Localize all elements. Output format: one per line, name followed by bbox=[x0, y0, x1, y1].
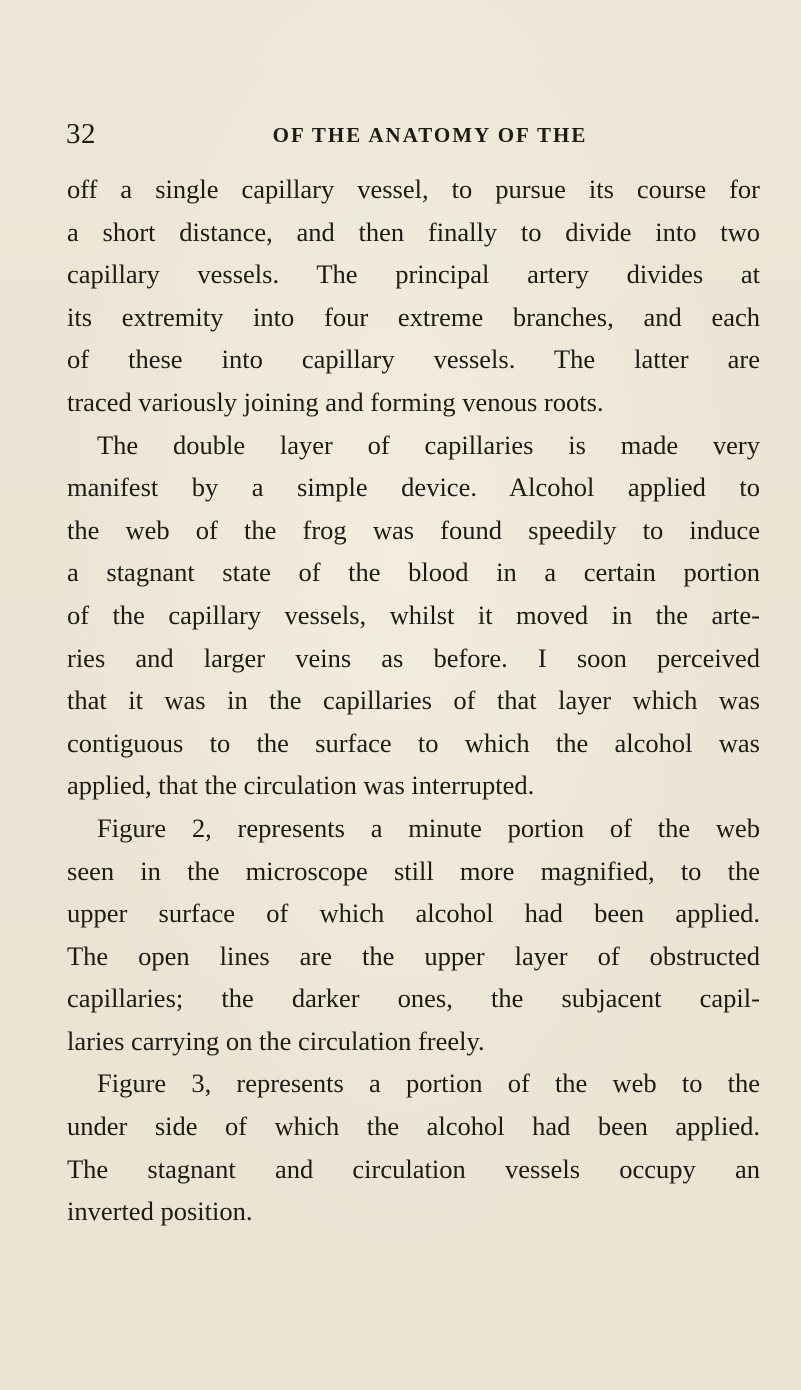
text-line: The stagnant and circulation vessels occupy an bbox=[67, 1153, 760, 1184]
text-line: laries carrying on the circulation freely. bbox=[67, 1025, 485, 1056]
text-line: a stagnant state of the blood in a certain portion bbox=[67, 557, 760, 588]
text-line: of these into capillary vessels. The latter are bbox=[67, 344, 760, 375]
body-text bbox=[67, 168, 760, 1233]
text-line: ries and larger veins as before. I soon perceived bbox=[67, 642, 760, 673]
text-line: the web of the frog was found speedily to induce bbox=[67, 514, 760, 545]
text-line: a short distance, and then finally to divide into two bbox=[67, 216, 760, 247]
text-line: manifest by a simple device. Alcohol applied to bbox=[67, 472, 760, 503]
text-line: The open lines are the upper layer of obstructed bbox=[67, 940, 760, 971]
text-line: its extremity into four extreme branches, and each bbox=[67, 301, 760, 332]
text-line: traced variously joining and forming venous roots. bbox=[67, 386, 604, 417]
running-head bbox=[0, 116, 801, 156]
text-line: off a single capillary vessel, to pursue its course for bbox=[67, 174, 760, 204]
text-line: capillary vessels. The principal artery divides at bbox=[67, 259, 760, 290]
text-line: upper surface of which alcohol had been applied. bbox=[67, 898, 760, 929]
text-line: applied, that the circulation was interrupted. bbox=[67, 770, 535, 801]
text-line: seen in the microscope still more magnified, to the bbox=[67, 855, 760, 886]
running-title: OF THE ANATOMY OF THE bbox=[272, 123, 588, 147]
text-line: of the capillary vessels, whilst it moved in the arte- bbox=[67, 599, 760, 630]
text-line: capillaries; the darker ones, the subjacent capil- bbox=[67, 983, 760, 1014]
text-line: under side of which the alcohol had been applied. bbox=[67, 1111, 760, 1142]
text-line: The double layer of capillaries is made very bbox=[97, 429, 760, 460]
text-line: that it was in the capillaries of that layer which was bbox=[67, 685, 760, 716]
text-line: Figure 3, represents a portion of the web to the bbox=[97, 1068, 760, 1099]
text-line: contiguous to the surface to which the alcohol was bbox=[67, 727, 760, 758]
page-number: 32 bbox=[66, 118, 96, 150]
text-line: Figure 2, represents a minute portion of the web bbox=[97, 812, 760, 843]
text-line: inverted position. bbox=[67, 1196, 253, 1227]
